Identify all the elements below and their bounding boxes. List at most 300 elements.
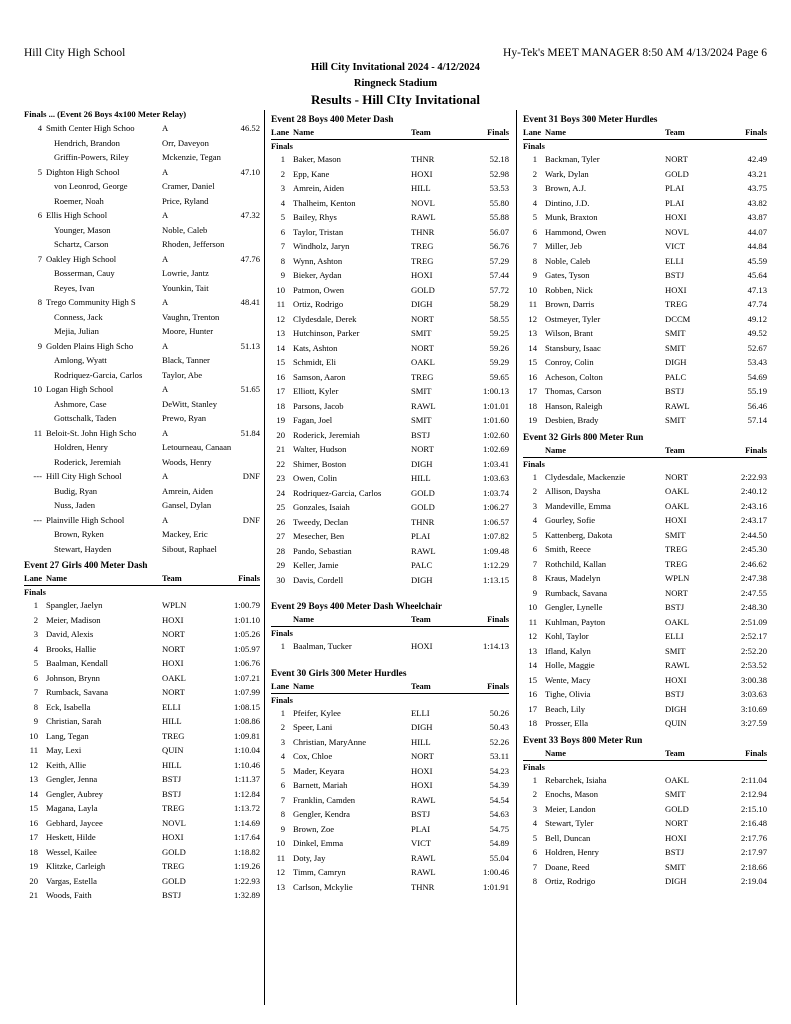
team-code: HOXI bbox=[665, 832, 687, 843]
relay-runner: Rodriquez-Garcia, Carlos bbox=[54, 369, 143, 380]
result-row bbox=[523, 239, 767, 254]
result-row bbox=[24, 729, 260, 744]
place: 6 bbox=[33, 672, 38, 683]
team-code: THNR bbox=[411, 154, 435, 164]
team-code: TREG bbox=[411, 241, 434, 251]
result-row bbox=[24, 816, 260, 831]
athlete-name: Wilson, Brant bbox=[545, 328, 593, 338]
result-row bbox=[271, 573, 509, 588]
team-code: RAWL bbox=[665, 400, 690, 411]
relay-leg-row bbox=[24, 542, 260, 557]
place: 18 bbox=[528, 400, 537, 411]
place: 12 bbox=[29, 759, 38, 770]
athlete-name: Epp, Kane bbox=[293, 168, 330, 179]
athlete-name: Christian, MaryAnne bbox=[293, 736, 367, 747]
athlete-name: Munk, Braxton bbox=[545, 212, 598, 222]
place: 5 bbox=[37, 166, 42, 177]
header-name: Name bbox=[293, 615, 314, 624]
finals-time: 3:00.38 bbox=[740, 674, 767, 685]
place: 16 bbox=[528, 689, 537, 699]
finals-time: 1:10.04 bbox=[233, 745, 260, 755]
team-code: RAWL bbox=[411, 400, 436, 411]
athlete-name: Kats, Ashton bbox=[293, 342, 338, 353]
finals-time: 54.75 bbox=[489, 823, 509, 834]
relay-runner: Reyes, Ivan bbox=[54, 282, 95, 293]
athlete-name: Hanson, Raleigh bbox=[545, 400, 603, 411]
place: 12 bbox=[528, 631, 537, 641]
finals-time: 2:18.66 bbox=[740, 861, 767, 872]
finals-time: 47.13 bbox=[747, 284, 767, 295]
athlete-name: Rebarchek, Isiaha bbox=[545, 774, 607, 785]
athlete-name: Doane, Reed bbox=[545, 861, 590, 872]
place: 8 bbox=[532, 255, 537, 266]
team-code: HOXI bbox=[162, 614, 184, 625]
result-row bbox=[523, 283, 767, 298]
athlete-name: Baker, Mason bbox=[293, 154, 341, 164]
finals-time: 45.64 bbox=[747, 270, 767, 280]
header-team: Team bbox=[665, 445, 685, 455]
finals-time: 1:07.82 bbox=[482, 531, 509, 541]
finals-time: 2:17.97 bbox=[740, 847, 767, 857]
relay-letter: A bbox=[162, 384, 169, 394]
result-row bbox=[523, 673, 767, 688]
finals-time: 2:44.50 bbox=[740, 529, 767, 540]
finals-time: 2:48.30 bbox=[740, 602, 767, 612]
result-row bbox=[523, 586, 767, 601]
team-code: NOVL bbox=[411, 197, 435, 208]
place: 3 bbox=[532, 803, 537, 814]
team-code: PLAI bbox=[411, 823, 431, 834]
place: 17 bbox=[528, 386, 537, 396]
place: 3 bbox=[280, 183, 285, 193]
event-30 bbox=[271, 668, 509, 895]
relay-leg-row bbox=[24, 498, 260, 513]
finals-time: 2:43.17 bbox=[740, 515, 767, 525]
athlete-name: Pfeifer, Kylee bbox=[293, 707, 341, 718]
athlete-name: Samson, Aaron bbox=[293, 371, 346, 382]
team-code: PLAI bbox=[411, 531, 431, 541]
finals-time: 1:03.41 bbox=[482, 458, 509, 469]
team-code: NORT bbox=[411, 342, 434, 353]
result-row bbox=[523, 370, 767, 385]
athlete-name: Tighe, Olivia bbox=[545, 689, 591, 699]
header-team: Team bbox=[162, 574, 182, 583]
finals-time: 54.63 bbox=[489, 809, 509, 819]
athlete-name: Wessel, Kailee bbox=[46, 846, 97, 857]
place: 4 bbox=[280, 751, 285, 761]
result-row bbox=[523, 254, 767, 269]
athlete-name: Gengler, Kendra bbox=[293, 809, 350, 819]
team-code: SMIT bbox=[665, 529, 686, 540]
athlete-name: Clydesdale, Derek bbox=[293, 313, 357, 324]
finals-time: 51.13 bbox=[240, 340, 260, 351]
finals-time: 1:01.91 bbox=[482, 881, 509, 892]
finals-time: 1:13.72 bbox=[233, 803, 260, 813]
result-row bbox=[271, 735, 509, 750]
finals-time: 55.80 bbox=[489, 197, 509, 208]
finals-time: 1:07.21 bbox=[233, 672, 260, 683]
place: 6 bbox=[280, 226, 285, 237]
finals-time: 54.39 bbox=[489, 780, 509, 790]
athlete-name: Vargas, Estella bbox=[46, 875, 97, 886]
event-column-header bbox=[271, 681, 509, 694]
finals-time: 53.43 bbox=[747, 357, 767, 367]
finals-time: 2:53.52 bbox=[740, 660, 767, 670]
result-row bbox=[271, 326, 509, 341]
result-row bbox=[24, 671, 260, 686]
place: 14 bbox=[528, 660, 537, 670]
finals-time: 1:32.89 bbox=[233, 890, 260, 900]
athlete-name: Carlson, Mckylie bbox=[293, 881, 353, 892]
relay-runner: Griffin-Powers, Riley bbox=[54, 152, 129, 162]
relay-leg-row bbox=[24, 237, 260, 252]
result-row bbox=[523, 615, 767, 630]
result-row bbox=[271, 544, 509, 559]
event-column-header bbox=[523, 127, 767, 140]
team-code: DIGH bbox=[411, 722, 433, 732]
result-row bbox=[271, 239, 509, 254]
relay-team-name: Golden Plains High Scho bbox=[46, 340, 134, 351]
finals-time: 2:43.16 bbox=[740, 500, 767, 511]
team-code: NOVL bbox=[162, 817, 186, 828]
team-code: NORT bbox=[665, 818, 688, 828]
finals-time: 52.18 bbox=[489, 154, 509, 164]
athlete-name: Cox, Chloe bbox=[293, 751, 333, 761]
finals-time: 52.26 bbox=[489, 736, 509, 747]
event-column-header bbox=[271, 127, 509, 140]
team-code: DIGH bbox=[411, 458, 433, 469]
team-code: OAKL bbox=[162, 672, 186, 683]
result-row bbox=[24, 758, 260, 773]
place: 25 bbox=[276, 502, 285, 512]
team-code: NORT bbox=[665, 154, 688, 164]
relay-team-row bbox=[24, 382, 260, 397]
place: 11 bbox=[276, 299, 285, 309]
team-code: OAKL bbox=[665, 500, 689, 511]
result-row bbox=[271, 167, 509, 182]
relay-team-row bbox=[24, 339, 260, 354]
team-code: OAKL bbox=[665, 486, 689, 496]
result-row bbox=[271, 558, 509, 573]
athlete-name: Magana, Layla bbox=[46, 803, 98, 813]
finals-time: 44.07 bbox=[747, 226, 767, 237]
team-code: RAWL bbox=[411, 794, 436, 805]
place: 9 bbox=[37, 340, 42, 351]
finals-time: 48.41 bbox=[240, 297, 260, 307]
result-row bbox=[523, 802, 767, 817]
place: 13 bbox=[276, 328, 285, 338]
place: 11 bbox=[528, 616, 537, 627]
result-row bbox=[523, 167, 767, 182]
team-code: TREG bbox=[411, 371, 434, 382]
place: 18 bbox=[29, 846, 38, 857]
result-row bbox=[271, 764, 509, 779]
relay-runner: Black, Tanner bbox=[162, 355, 210, 365]
result-row bbox=[271, 384, 509, 399]
result-row bbox=[271, 778, 509, 793]
athlete-name: Gengler, Jenna bbox=[46, 774, 98, 784]
relay-runner: Bosserman, Cauy bbox=[54, 268, 115, 278]
team-code: GOLD bbox=[162, 875, 186, 886]
place: 7 bbox=[33, 687, 38, 697]
team-code: BSTJ bbox=[665, 270, 685, 280]
athlete-name: Conroy, Colin bbox=[545, 357, 594, 367]
relay-runner: Younger, Mason bbox=[54, 224, 111, 235]
team-code: DIGH bbox=[665, 703, 687, 714]
finals-time: 1:06.76 bbox=[233, 658, 260, 668]
relay-runner: Stewart, Hayden bbox=[54, 543, 112, 554]
result-row bbox=[523, 152, 767, 167]
place: 6 bbox=[532, 544, 537, 554]
relay-team-name: Ellis High School bbox=[46, 210, 108, 220]
athlete-name: Windholz, Jaryn bbox=[293, 241, 350, 251]
finals-time: 57.14 bbox=[747, 415, 767, 425]
place: 4 bbox=[532, 818, 537, 828]
place: 10 bbox=[528, 602, 537, 612]
athlete-name: Stansbury, Isaac bbox=[545, 342, 601, 353]
team-code: BSTJ bbox=[411, 809, 431, 819]
finals-time: 49.12 bbox=[747, 313, 767, 324]
team-code: THNR bbox=[411, 226, 435, 237]
flight-label: Finals bbox=[523, 459, 545, 469]
relay-team-row bbox=[24, 121, 260, 136]
place: 17 bbox=[29, 832, 38, 842]
team-code: HOXI bbox=[411, 168, 433, 179]
result-row bbox=[24, 656, 260, 671]
athlete-name: Shimer, Boston bbox=[293, 458, 347, 469]
team-code: TREG bbox=[162, 730, 185, 741]
result-row bbox=[271, 529, 509, 544]
result-row bbox=[523, 181, 767, 196]
place: 22 bbox=[276, 458, 285, 469]
place: 1 bbox=[532, 154, 537, 164]
place: 8 bbox=[280, 809, 285, 819]
athlete-name: Schmidt, Eli bbox=[293, 357, 336, 367]
team-code: BSTJ bbox=[665, 386, 685, 396]
event-title: Event 32 Girls 800 Meter Run bbox=[523, 432, 644, 443]
finals-time: 1:08.15 bbox=[233, 701, 260, 712]
athlete-name: Eck, Isabella bbox=[46, 701, 91, 712]
place: 19 bbox=[29, 861, 38, 871]
team-code: SMIT bbox=[665, 645, 686, 656]
team-code: DIGH bbox=[411, 299, 433, 309]
finals-time: 56.07 bbox=[489, 226, 509, 237]
team-code: NORT bbox=[411, 313, 434, 324]
team-code: NORT bbox=[665, 587, 688, 598]
result-row bbox=[523, 341, 767, 356]
team-code: BSTJ bbox=[162, 890, 182, 900]
relay-team-name: Beloit-St. John High Scho bbox=[46, 427, 137, 438]
team-code: HOXI bbox=[665, 515, 687, 525]
place: 7 bbox=[532, 241, 537, 251]
athlete-name: Wark, Dylan bbox=[545, 168, 589, 179]
relay-runner: Prewo, Ryan bbox=[162, 413, 207, 423]
header-team: Team bbox=[411, 615, 431, 624]
event-column-header bbox=[523, 748, 767, 761]
athlete-name: Brown, Zoe bbox=[293, 823, 335, 834]
team-code: NORT bbox=[162, 643, 185, 654]
athlete-name: Thomas, Carson bbox=[545, 386, 602, 396]
meet-title: Hill City Invitational 2024 - 4/12/2024 bbox=[311, 62, 480, 73]
relay-letter: A bbox=[162, 471, 169, 481]
team-code: TREG bbox=[665, 558, 688, 569]
relay-team-row bbox=[24, 165, 260, 180]
header-lane: Lane bbox=[523, 128, 542, 137]
team-code: GOLD bbox=[665, 803, 689, 814]
place: 26 bbox=[276, 516, 285, 527]
finals-time: 54.54 bbox=[489, 794, 509, 805]
relay-runner: Moore, Hunter bbox=[162, 326, 214, 336]
relay-team-name: Plainville High School bbox=[46, 514, 125, 525]
result-row bbox=[24, 888, 260, 903]
team-code: PALC bbox=[665, 371, 687, 382]
place: 3 bbox=[280, 736, 285, 747]
result-row bbox=[271, 181, 509, 196]
place: --- bbox=[33, 471, 42, 481]
result-row bbox=[24, 845, 260, 860]
result-row bbox=[271, 196, 509, 211]
result-row bbox=[523, 312, 767, 327]
finals-time: 2:47.55 bbox=[740, 587, 767, 598]
relay-team-name: Oakley High School bbox=[46, 253, 117, 264]
finals-time: 2:47.38 bbox=[740, 573, 767, 583]
header-finals: Finals bbox=[745, 128, 767, 137]
relay-leg-row bbox=[24, 455, 260, 470]
team-code: BSTJ bbox=[162, 788, 182, 799]
result-row bbox=[24, 627, 260, 642]
athlete-name: Noble, Caleb bbox=[545, 255, 591, 266]
place: 3 bbox=[33, 629, 38, 639]
place: 4 bbox=[280, 197, 285, 208]
result-row bbox=[271, 210, 509, 225]
athlete-name: Ifland, Kalyn bbox=[545, 645, 591, 656]
header-lane: Lane bbox=[271, 128, 290, 137]
team-code: DIGH bbox=[411, 574, 433, 585]
team-code: THNR bbox=[411, 881, 435, 892]
team-code: HOXI bbox=[411, 765, 433, 776]
relay-team-name: Smith Center High Schoo bbox=[46, 123, 135, 133]
place: 2 bbox=[532, 789, 537, 799]
place: 2 bbox=[33, 614, 38, 625]
finals-time: 47.32 bbox=[240, 210, 260, 220]
team-code: TREG bbox=[162, 803, 185, 813]
place: 16 bbox=[528, 371, 537, 382]
place: 9 bbox=[33, 716, 38, 726]
event-title: Event 30 Girls 300 Meter Hurdles bbox=[271, 668, 407, 679]
team-code: NORT bbox=[411, 444, 434, 454]
result-row bbox=[523, 528, 767, 543]
athlete-name: Walter, Hudson bbox=[293, 444, 347, 454]
relay-letter: A bbox=[162, 253, 169, 264]
relay-leg-row bbox=[24, 223, 260, 238]
result-row bbox=[271, 486, 509, 501]
place: 19 bbox=[276, 415, 285, 425]
finals-time: 1:01.01 bbox=[482, 400, 509, 411]
event-31 bbox=[523, 114, 767, 428]
finals-time: 50.26 bbox=[489, 707, 509, 718]
place: 1 bbox=[280, 154, 285, 164]
header-name: Name bbox=[293, 128, 314, 137]
relay-runner: Sibout, Raphael bbox=[162, 543, 217, 554]
place: 18 bbox=[276, 400, 285, 411]
place: 9 bbox=[532, 587, 537, 598]
result-row bbox=[271, 639, 509, 654]
athlete-name: Beach, Lily bbox=[545, 703, 586, 714]
place: 10 bbox=[276, 284, 285, 295]
result-row bbox=[523, 845, 767, 860]
relay-leg-row bbox=[24, 310, 260, 325]
finals-time: 1:06.57 bbox=[482, 516, 509, 527]
result-row bbox=[523, 600, 767, 615]
relay-runner: DeWitt, Stanley bbox=[162, 398, 218, 409]
relay-runner: Rhoden, Jefferson bbox=[162, 239, 225, 249]
finals-time: 52.98 bbox=[489, 168, 509, 179]
flight-label: Finals bbox=[271, 695, 293, 705]
result-row bbox=[24, 801, 260, 816]
team-code: ELLI bbox=[665, 631, 684, 641]
athlete-name: Barnett, Mariah bbox=[293, 780, 348, 790]
result-row bbox=[271, 822, 509, 837]
athlete-name: Elliott, Kyler bbox=[293, 386, 339, 396]
finals-time: 58.29 bbox=[489, 299, 509, 309]
place: 21 bbox=[276, 444, 285, 454]
place: 8 bbox=[37, 297, 42, 307]
team-code: GOLD bbox=[162, 846, 186, 857]
finals-time: 2:15.10 bbox=[740, 803, 767, 814]
finals-time: 57.72 bbox=[489, 284, 509, 295]
relay-runner: Vaughn, Trenton bbox=[162, 311, 220, 322]
place: 4 bbox=[37, 123, 42, 133]
place: 28 bbox=[276, 545, 285, 556]
finals-time: 1:03.63 bbox=[482, 473, 509, 483]
place: 7 bbox=[280, 241, 285, 251]
athlete-name: Wente, Macy bbox=[545, 674, 591, 685]
team-code: RAWL bbox=[411, 852, 436, 863]
finals-time: 1:19.26 bbox=[233, 861, 260, 871]
finals-time: 1:18.82 bbox=[233, 846, 260, 857]
finals-time: 2:19.04 bbox=[740, 876, 767, 886]
header-lane: Lane bbox=[24, 574, 43, 583]
relay-team-name: Hill City High School bbox=[46, 471, 122, 481]
team-code: QUIN bbox=[162, 745, 184, 755]
athlete-name: Timm, Camryn bbox=[293, 867, 346, 877]
athlete-name: May, Lexi bbox=[46, 745, 82, 755]
result-row bbox=[523, 557, 767, 572]
athlete-name: Wynn, Ashton bbox=[293, 255, 343, 266]
athlete-name: Heskett, Hilde bbox=[46, 832, 96, 842]
place: 7 bbox=[532, 861, 537, 872]
result-row bbox=[523, 860, 767, 875]
finals-time: 1:14.69 bbox=[233, 817, 260, 828]
athlete-name: Enochs, Mason bbox=[545, 789, 598, 799]
athlete-name: Holdren, Henry bbox=[545, 847, 599, 857]
team-code: TREG bbox=[162, 861, 185, 871]
result-row bbox=[523, 210, 767, 225]
result-row bbox=[24, 830, 260, 845]
result-row bbox=[271, 225, 509, 240]
team-code: HILL bbox=[411, 473, 431, 483]
finals-time: 49.52 bbox=[747, 328, 767, 338]
relay-letter: A bbox=[162, 123, 169, 133]
finals-time: 56.76 bbox=[489, 241, 509, 251]
athlete-name: Johnson, Brynn bbox=[46, 672, 100, 683]
place: 23 bbox=[276, 473, 285, 483]
relay-runner: Mckenzie, Tegan bbox=[162, 152, 221, 162]
team-code: RAWL bbox=[411, 212, 436, 222]
finals-time: 1:07.99 bbox=[233, 687, 260, 697]
finals-time: 1:09.48 bbox=[482, 545, 509, 556]
place: 2 bbox=[280, 168, 285, 179]
